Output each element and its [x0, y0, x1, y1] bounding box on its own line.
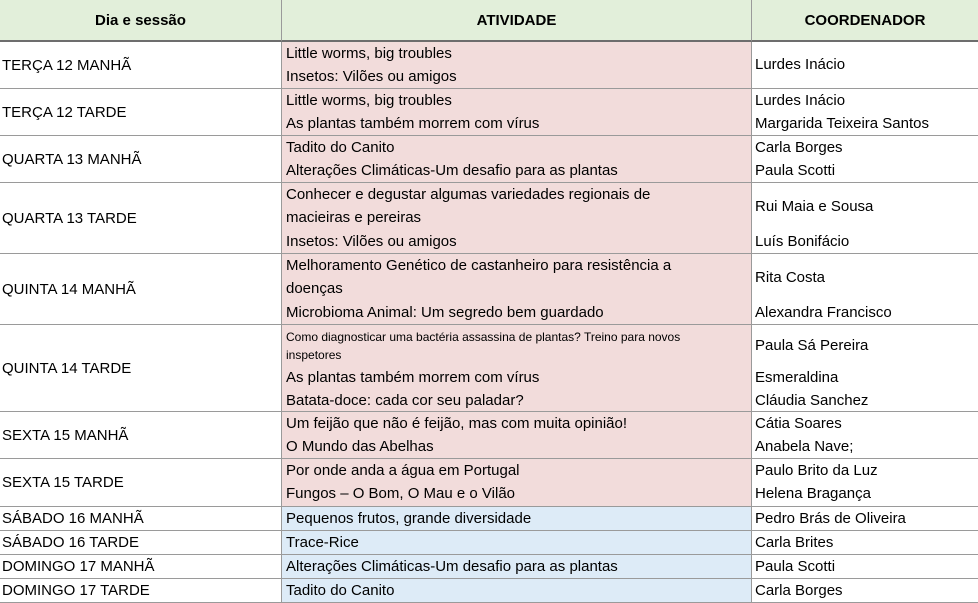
activity-text: Little worms, big troubles — [286, 45, 452, 62]
coordinator-name: Rita Costa — [755, 269, 826, 286]
activity-text: Insetos: Vilões ou amigos — [286, 68, 457, 85]
coordinator-name: Paula Scotti — [755, 162, 836, 179]
activity-text: inspetores — [286, 348, 342, 362]
activity-text: Tadito do Canito — [286, 139, 395, 156]
activity-text: Conhecer e degustar algumas variedades regionais de — [286, 186, 651, 203]
day-session-cell: SÁBADO 16 TARDE — [0, 531, 282, 555]
coordinator-cell — [752, 136, 978, 183]
activity-text: Como diagnosticar uma bactéria assassina de plantas? Treino para novos — [286, 330, 681, 344]
coordinator-cell — [752, 531, 978, 555]
coordinator-name: Carla Brites — [755, 534, 834, 551]
table-row — [0, 579, 978, 603]
activity-cell — [282, 254, 752, 325]
activity-text: Alterações Climáticas-Um desafio para as plantas — [286, 558, 618, 575]
activity-cell — [282, 555, 752, 579]
coordinator-name: Carla Borges — [755, 582, 843, 599]
coordinator-cell — [752, 579, 978, 603]
coordinator-cell — [752, 459, 978, 507]
day-session-cell: QUINTA 14 MANHÃ — [0, 254, 282, 325]
coordinator-name: Carla Borges — [755, 139, 843, 156]
coordinator-name: Alexandra Francisco — [755, 304, 892, 321]
coordinator-cell — [752, 507, 978, 531]
activity-cell — [282, 89, 752, 136]
activity-text: doenças — [286, 280, 343, 297]
activity-cell — [282, 42, 752, 89]
activity-cell — [282, 531, 752, 555]
activity-text: Pequenos frutos, grande diversidade — [286, 510, 532, 527]
day-session-cell: DOMINGO 17 TARDE — [0, 579, 282, 603]
activity-text: Little worms, big troubles — [286, 92, 452, 109]
coordinator-cell — [752, 183, 978, 254]
activity-text: Insetos: Vilões ou amigos — [286, 233, 457, 250]
activity-cell — [282, 579, 752, 603]
coordinator-name: Paula Scotti — [755, 558, 836, 575]
table-row — [0, 507, 978, 531]
activity-cell — [282, 412, 752, 459]
table-row — [0, 459, 978, 507]
day-session-cell: SEXTA 15 MANHÃ — [0, 412, 282, 459]
coordinator-cell — [752, 325, 978, 412]
coordinator-cell — [752, 254, 978, 325]
activity-cell — [282, 183, 752, 254]
coordinator-name: Lurdes Inácio — [755, 92, 846, 109]
table-row — [0, 183, 978, 254]
activity-text: Trace-Rice — [286, 534, 359, 551]
coordinator-name: Paulo Brito da Luz — [755, 462, 878, 479]
coordinator-name: Cátia Soares — [755, 415, 842, 432]
day-session-cell: QUARTA 13 MANHÃ — [0, 136, 282, 183]
day-session-cell: SEXTA 15 TARDE — [0, 459, 282, 507]
activity-cell — [282, 325, 752, 412]
day-session-cell: QUARTA 13 TARDE — [0, 183, 282, 254]
activity-cell — [282, 459, 752, 507]
activity-text: macieiras e pereiras — [286, 209, 422, 226]
day-session-cell: DOMINGO 17 MANHÃ — [0, 555, 282, 579]
activity-text: As plantas também morrem com vírus — [286, 115, 540, 132]
day-session-cell: QUINTA 14 TARDE — [0, 325, 282, 412]
activity-text: Por onde anda a água em Portugal — [286, 462, 520, 479]
header-coordinator: COORDENADOR — [752, 0, 978, 42]
coordinator-name: Helena Bragança — [755, 485, 871, 502]
table-row — [0, 531, 978, 555]
activity-text: As plantas também morrem com vírus — [286, 369, 540, 386]
day-session-cell: TERÇA 12 MANHÃ — [0, 42, 282, 89]
coordinator-name: Rui Maia e Sousa — [755, 198, 874, 215]
activity-text: O Mundo das Abelhas — [286, 438, 434, 455]
coordinator-cell — [752, 42, 978, 89]
table-row — [0, 42, 978, 89]
coordinator-name: Margarida Teixeira Santos — [755, 115, 929, 132]
table-row — [0, 412, 978, 459]
activity-text: Microbioma Animal: Um segredo bem guardado — [286, 304, 604, 321]
coordinator-name: Pedro Brás de Oliveira — [755, 510, 906, 527]
coordinator-cell — [752, 555, 978, 579]
coordinator-name: Paula Sá Pereira — [755, 337, 869, 354]
activity-text: Tadito do Canito — [286, 582, 395, 599]
coordinator-cell — [752, 89, 978, 136]
header-day-session: Dia e sessão — [0, 0, 282, 42]
header-activity: ATIVIDADE — [282, 0, 752, 42]
activity-text: Batata-doce: cada cor seu paladar? — [286, 392, 524, 409]
table-row — [0, 325, 978, 412]
coordinator-name: Luís Bonifácio — [755, 233, 850, 250]
table-row — [0, 136, 978, 183]
activity-text: Melhoramento Genético de castanheiro para resistência a — [286, 257, 672, 274]
coordinator-name: Anabela Nave; — [755, 438, 854, 455]
coordinator-name: Cláudia Sanchez — [755, 392, 869, 409]
activity-text: Um feijão que não é feijão, mas com muita opinião! — [286, 415, 628, 432]
coordinator-cell — [752, 412, 978, 459]
table-row — [0, 555, 978, 579]
table-header-row — [0, 0, 978, 42]
activity-text: Alterações Climáticas-Um desafio para as plantas — [286, 162, 618, 179]
activity-cell — [282, 507, 752, 531]
coordinator-name: Lurdes Inácio — [755, 56, 846, 73]
activity-cell — [282, 136, 752, 183]
coordinator-name: Esmeraldina — [755, 369, 839, 386]
table-row — [0, 254, 978, 325]
activity-text: Fungos – O Bom, O Mau e o Vilão — [286, 485, 516, 502]
table-row — [0, 89, 978, 136]
day-session-cell: SÁBADO 16 MANHÃ — [0, 507, 282, 531]
day-session-cell: TERÇA 12 TARDE — [0, 89, 282, 136]
